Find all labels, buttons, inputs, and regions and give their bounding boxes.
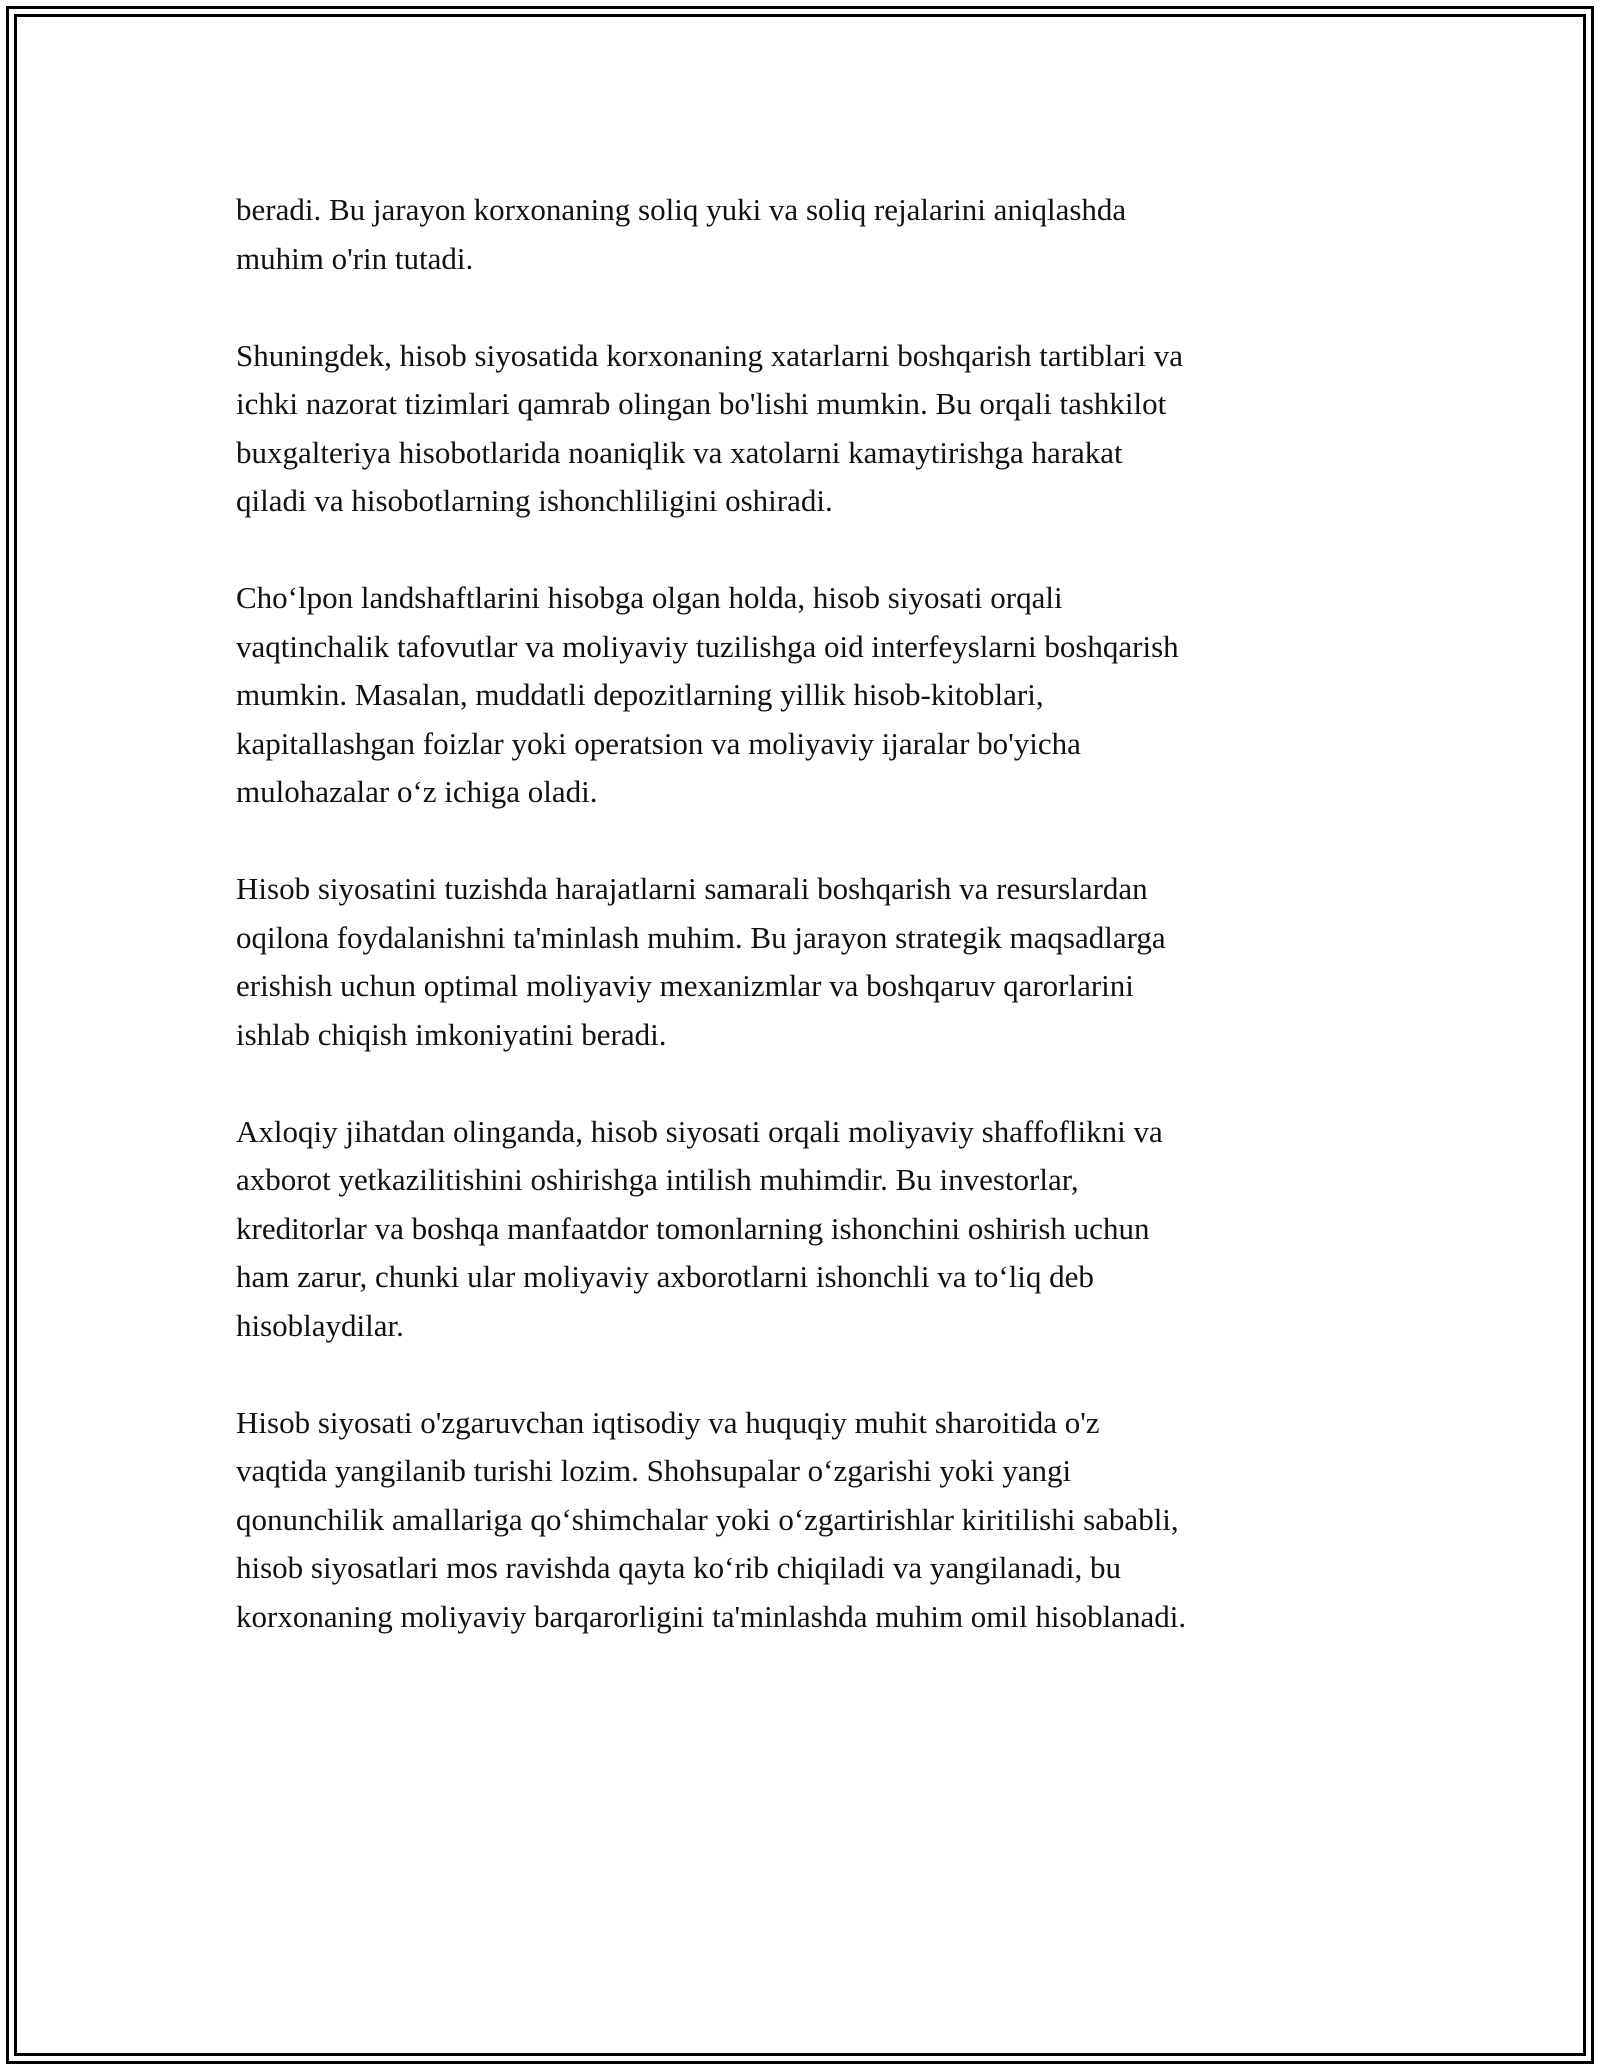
paragraph: Shuningdek, hisob siyosatida korxonaning xatarlarni boshqarish tartiblari va ichki nazorat tizimlari qamrab olingan bo'lishi mumkin. Bu orqali tashkilot buxgalteriya hisobotlarida noaniqlik va xatolarni kamaytirishga harakat qiladi va hisobotlarning ishonchliligini oshiradi.: [236, 337, 1184, 518]
document-body: [236, 186, 1386, 1690]
paragraph: Cho‘lpon landshaftlarini hisobga olgan holda, hisob siyosati orqali vaqtinchalik tafovutlar va moliyaviy tuzilishga oid interfeyslarni boshqarish mumkin. Masalan, muddatli depozitlarning yillik hisob-kitoblari, kapitallashgan foizlar yoki operatsion va moliyaviy ijaralar bo'yicha mulohazalar o‘z ichiga oladi.: [236, 580, 1179, 809]
paragraph: Hisob siyosati o'zgaruvchan iqtisodiy va huquqiy muhit sharoitida o'z vaqtida yangilanib turishi lozim. Shohsupalar o‘zgarishi yoki yangi qonunchilik amallariga qo‘shimchalar yoki o‘zgartirishlar kiritilishi sababli, hisob siyosatlari mos ravishda qayta ko‘rib chiqiladi va yangilanadi, bu korxonaning moliyaviy barqarorligini ta'minlashda muhim omil hisoblanadi.: [236, 1404, 1187, 1634]
paragraph: Hisob siyosatini tuzishda harajatlarni samarali boshqarish va resurslardan oqilona foydalanishni ta'minlash muhim. Bu jarayon strategik maqsadlarga erishish uchun optimal moliyaviy mexanizmlar va boshqaruv qarorlarini ishlab chiqish imkoniyatini beradi.: [236, 871, 1166, 1052]
paragraph: beradi. Bu jarayon korxonaning soliq yuki va soliq rejalarini aniqlashda muhim o'rin tutadi.: [236, 192, 1127, 276]
paragraph: Axloqiy jihatdan olinganda, hisob siyosati orqali moliyaviy shaffoflikni va axborot yetkazilitishini oshirishga intilish muhimdir. Bu investorlar, kreditorlar va boshqa manfaatdor tomonlarning ishonchini oshirish uchun ham zarur, chunki ular moliyaviy axborotlarni ishonchli va to‘liq deb hisoblaydilar.: [236, 1113, 1163, 1343]
